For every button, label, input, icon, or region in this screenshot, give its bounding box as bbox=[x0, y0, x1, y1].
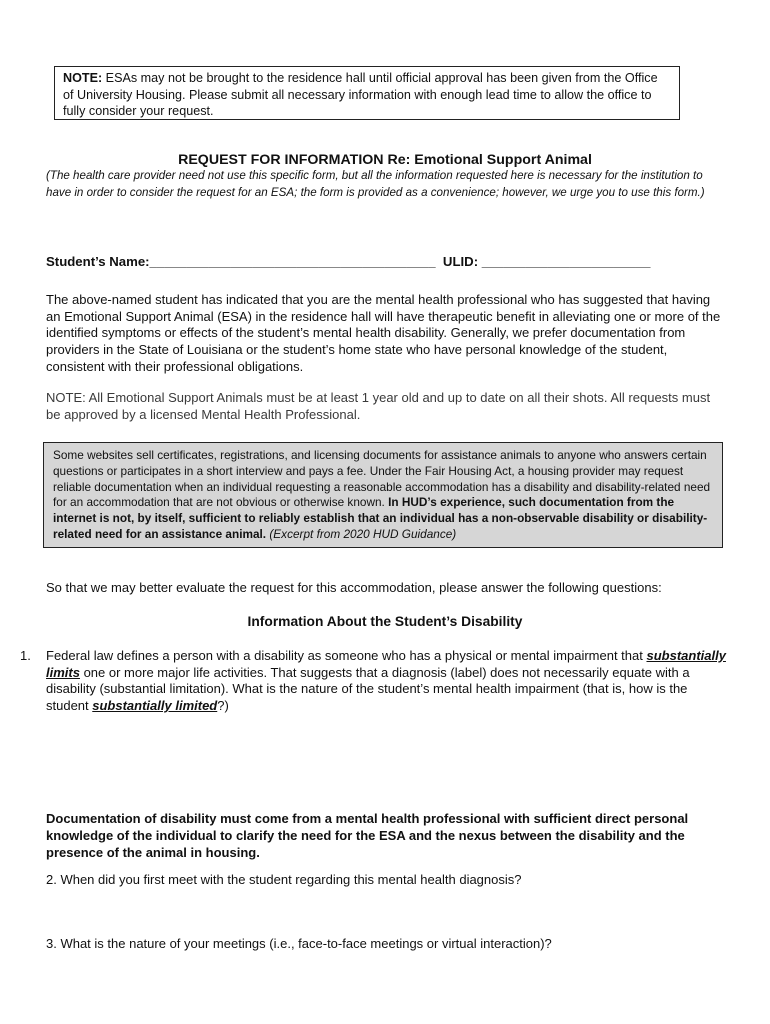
section-heading: Information About the Student’s Disability bbox=[247, 614, 523, 629]
intro-instructions: (The health care provider need not use this specific form, but all the information requested here is necessary for the institution to have in order to consider the request for an ESA; the form is provided as a convenience; however, we urge you to use this form.) bbox=[46, 169, 705, 199]
question-1 bbox=[46, 648, 726, 715]
note-label: NOTE: bbox=[63, 71, 103, 85]
question-1-emphasis-2: substantially limited bbox=[92, 698, 218, 714]
question-1-part2: one or more major life activities. That suggests that a diagnosis (label) does not necessarily equate with a disability (substantial limitation). What is the nature of the student’s mental health impairment (that is, how is the student bbox=[46, 664, 690, 714]
ulid-field[interactable]: ULID: _______________________ bbox=[435, 254, 651, 269]
hud-guidance-box bbox=[43, 442, 723, 548]
documentation-requirement: Documentation of disability must come from a mental health professional with sufficient direct personal knowledge of the individual to clarify the need for the ESA and the nexus between the disability and the presence of the animal in housing. bbox=[46, 811, 689, 860]
esa-note-box bbox=[54, 66, 680, 120]
animal-requirements-note: NOTE: All Emotional Support Animals must be at least 1 year old and up to date on all their shots. All requests must be approved by a licensed Mental Health Professional. bbox=[46, 390, 711, 422]
intro-paragraph: The above-named student has indicated that you are the mental health professional who has suggested that having an Emotional Support Animal (ESA) in the residence hall will have therapeutic benefit in alleviating one or more of the identified symptoms or effects of the student’s mental health disability. Generally, we prefer documentation from providers in the State of Louisiana or the student’s home state who have personal knowledge of the student, consistent with their professional obligations. bbox=[46, 292, 721, 374]
hud-guidance-bold: In HUD’s experience, such documentation from the internet is not, by itself, sufficient to reliably establish that an individual has a non-observable disability or disability-related need for an assistance animal. bbox=[53, 495, 708, 541]
student-info-line bbox=[46, 254, 736, 269]
hud-guidance-source: (Excerpt from 2020 HUD Guidance) bbox=[266, 526, 457, 541]
question-3: 3. What is the nature of your meetings (i.e., face-to-face meetings or virtual interaction)? bbox=[46, 936, 552, 951]
question-1-part1: Federal law defines a person with a disability as someone who has a physical or mental impairment that bbox=[46, 648, 647, 663]
question-1-part3: ?) bbox=[217, 698, 229, 714]
note-text: ESAs may not be brought to the residence hall until official approval has been given from the Office of University Housing. Please submit all necessary information with enough lead time to allow the office to fully consider your request. bbox=[63, 71, 658, 118]
hud-guidance-text: Some websites sell certificates, registrations, and licensing documents for assistance animals to anyone who answers certain questions or participates in a short interview and pays a fee. Under the Fair Housing Act, a housing provider may request reliable documentation when an individual requesting a reasonable accommodation has a disability and disability-related need for an accommodation that are not obvious or otherwise known. bbox=[53, 448, 711, 510]
form-title: REQUEST FOR INFORMATION Re: Emotional Support Animal bbox=[178, 152, 592, 168]
question-2: 2. When did you first meet with the student regarding this mental health diagnosis? bbox=[46, 872, 522, 887]
student-name-field[interactable]: Student’s Name:_______________________________________ bbox=[46, 254, 436, 269]
question-1-emphasis-1: substantially limits bbox=[46, 648, 726, 680]
question-1-number: 1. bbox=[20, 648, 31, 663]
questions-intro: So that we may better evaluate the request for this accommodation, please answer the following questions: bbox=[46, 580, 662, 595]
